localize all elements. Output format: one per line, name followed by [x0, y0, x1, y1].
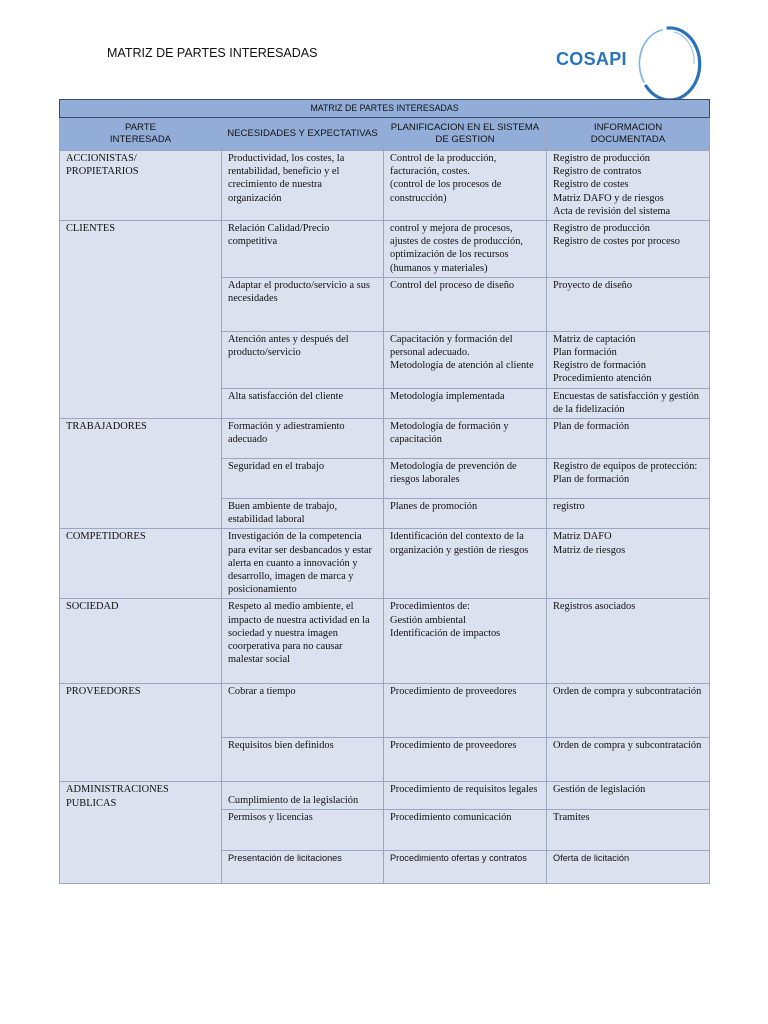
needs-cell: Presentación de licitaciones	[222, 851, 384, 884]
page-title: MATRIZ DE PARTES INTERESADAS	[107, 46, 318, 60]
needs-cell: Investigación de la competencia para evitar ser desbancados y estar alerta en cuanto a innovación y desarrollo, imagen de marca y posicionamiento	[222, 529, 384, 599]
planning-cell: Metodología de prevención de riesgos laborales	[384, 459, 547, 499]
planning-cell: Procedimiento de requisitos legales	[384, 782, 547, 810]
party-cell: ACCIONISTAS/ PROPIETARIOS	[60, 151, 222, 221]
info-cell: Matriz DAFO Matriz de riesgos	[547, 529, 710, 599]
needs-cell: Permisos y licencias	[222, 810, 384, 851]
planning-cell: Procedimiento ofertas y contratos	[384, 851, 547, 884]
planning-cell: Procedimiento de proveedores	[384, 684, 547, 738]
column-header-documented-info: INFORMACION DOCUMENTADA	[547, 118, 710, 151]
needs-cell: Adaptar el producto/servicio a sus necesidades	[222, 277, 384, 331]
planning-cell: Identificación del contexto de la organización y gestión de riesgos	[384, 529, 547, 599]
info-cell: Tramites	[547, 810, 710, 851]
party-cell: CLIENTES	[60, 221, 222, 419]
table-row	[60, 419, 710, 459]
planning-cell: Procedimiento de proveedores	[384, 738, 547, 782]
info-cell: Registro de producción Registro de contratos Registro de costes Matriz DAFO y de riesgos Acta de revisión del sistema	[547, 151, 710, 221]
party-cell: COMPETIDORES	[60, 529, 222, 599]
table-row	[60, 221, 710, 278]
needs-cell: Formación y adiestramiento adecuado	[222, 419, 384, 459]
info-cell: Plan de formación	[547, 419, 710, 459]
info-cell: Registro de equipos de protección: Plan de formación	[547, 459, 710, 499]
needs-cell: Buen ambiente de trabajo, estabilidad laboral	[222, 499, 384, 529]
planning-cell: control y mejora de procesos, ajustes de costes de producción, optimización de los recursos (humanos y materiales)	[384, 221, 547, 278]
table-row	[60, 782, 710, 810]
needs-cell: Respeto al medio ambiente, el impacto de nuestra actividad en la sociedad y nuestra imagen coorperativa para no causar malestar social	[222, 599, 384, 684]
table-row	[60, 151, 710, 221]
planning-cell: Procedimientos de: Gestión ambiental Identificación de impactos	[384, 599, 547, 684]
needs-cell: Cobrar a tiempo	[222, 684, 384, 738]
table-row	[60, 599, 710, 684]
needs-cell: Relación Calidad/Precio competitiva	[222, 221, 384, 278]
table-row	[60, 529, 710, 599]
needs-cell: Seguridad en el trabajo	[222, 459, 384, 499]
info-cell: Oferta de licitación	[547, 851, 710, 884]
column-header-needs: NECESIDADES Y EXPECTATIVAS	[222, 118, 384, 151]
party-cell: SOCIEDAD	[60, 599, 222, 684]
logo-text: COSAPI	[556, 49, 627, 69]
needs-cell: Requisitos bien definidos	[222, 738, 384, 782]
column-header-planning: PLANIFICACION EN EL SISTEMA DE GESTION	[384, 118, 547, 151]
table-title-row	[60, 100, 710, 118]
table-row	[60, 684, 710, 738]
column-header-party: PARTE INTERESADA	[60, 118, 222, 151]
info-cell: Gestión de legislación	[547, 782, 710, 810]
info-cell: Registros asociados	[547, 599, 710, 684]
planning-cell: Control de la producción, facturación, costes. (control de los procesos de construcción)	[384, 151, 547, 221]
planning-cell: Capacitación y formación del personal adecuado. Metodología de atención al cliente	[384, 331, 547, 388]
info-cell: registro	[547, 499, 710, 529]
cosapi-logo	[552, 24, 702, 104]
needs-cell: Atención antes y después del producto/servicio	[222, 331, 384, 388]
needs-cell: Alta satisfacción del cliente	[222, 388, 384, 418]
logo-ring-icon	[634, 24, 702, 104]
table-title: MATRIZ DE PARTES INTERESADAS	[60, 100, 710, 118]
planning-cell: Metodología implementada	[384, 388, 547, 418]
table-header-row	[60, 118, 710, 151]
needs-cell: Productividad, los costes, la rentabilidad, beneficio y el crecimiento de nuestra organización	[222, 151, 384, 221]
info-cell: Matriz de captación Plan formación Registro de formación Procedimiento atención	[547, 331, 710, 388]
info-cell: Registro de producción Registro de costes por proceso	[547, 221, 710, 278]
needs-cell: Cumplimiento de la legislación	[222, 782, 384, 810]
party-cell: ADMINISTRACIONES PUBLICAS	[60, 782, 222, 884]
planning-cell: Metodología de formación y capacitación	[384, 419, 547, 459]
info-cell: Encuestas de satisfacción y gestión de la fidelización	[547, 388, 710, 418]
party-cell: TRABAJADORES	[60, 419, 222, 529]
info-cell: Orden de compra y subcontratación	[547, 738, 710, 782]
planning-cell: Planes de promoción	[384, 499, 547, 529]
info-cell: Orden de compra y subcontratación	[547, 684, 710, 738]
planning-cell: Control del proceso de diseño	[384, 277, 547, 331]
info-cell: Proyecto de diseño	[547, 277, 710, 331]
party-cell: PROVEEDORES	[60, 684, 222, 782]
planning-cell: Procedimiento comunicación	[384, 810, 547, 851]
stakeholder-matrix-table	[59, 99, 710, 884]
